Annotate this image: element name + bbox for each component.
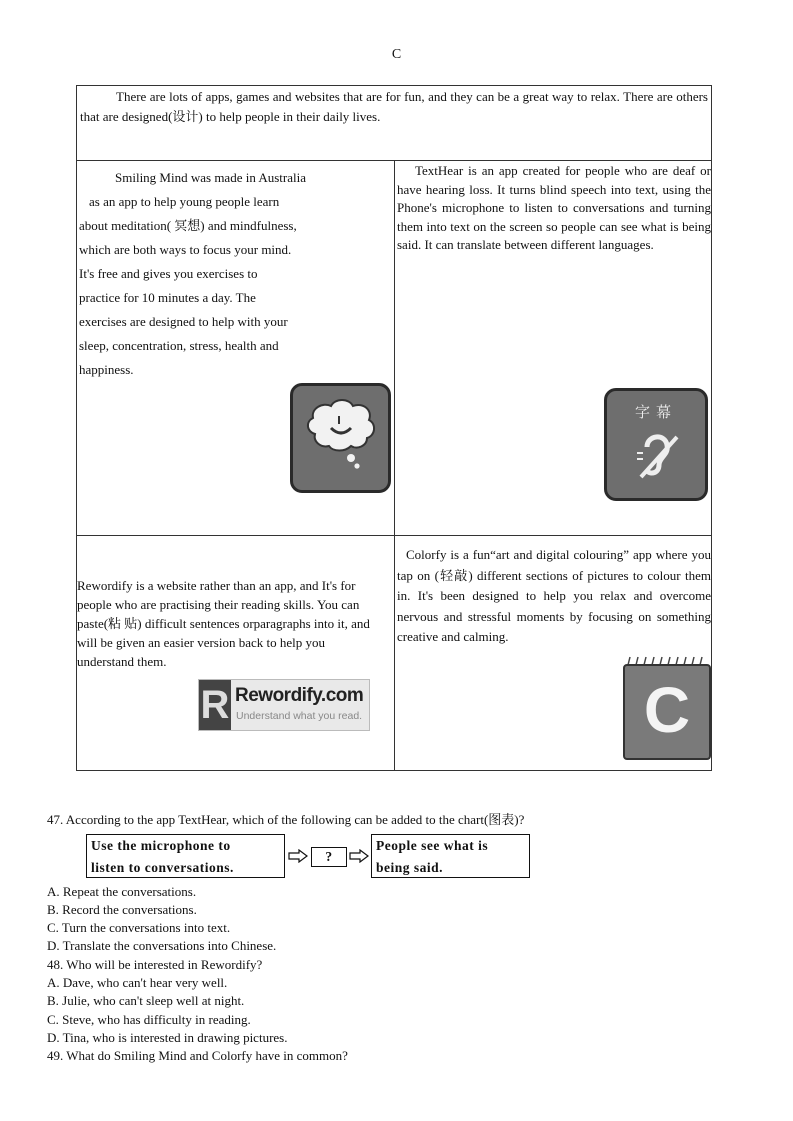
option-47-d: D. Translate the conversations into Chinese. <box>47 938 277 953</box>
section-letter: C <box>391 47 402 62</box>
rewordify-logo <box>198 679 370 731</box>
option-47-b: B. Record the conversations. <box>47 902 197 917</box>
colorfy-text: Colorfy is a fun“art and digital colouring” app where you tap on (轻敲) different sections of pictures to colour them in. It's been designed to help you relax and overcome nervous and stressful moments by focusing on something creative and calming. <box>397 547 711 644</box>
option-48-c: C. Steve, who has difficulty in reading. <box>47 1012 251 1027</box>
apps-table <box>76 85 712 771</box>
arrow-right-icon <box>288 849 308 863</box>
question-49: 49. What do Smiling Mind and Colorfy have in common? <box>47 1048 348 1063</box>
question-48: 48. Who will be interested in Rewordify? <box>47 957 263 972</box>
colorfy-logo-letter: C <box>643 674 691 746</box>
flow-box-middle: ? <box>311 847 347 867</box>
rewordify-logo-name: Rewordify.com <box>235 685 364 706</box>
brain-thought-icon <box>290 383 391 493</box>
option-48-a: A. Dave, who can't hear very well. <box>47 975 228 990</box>
option-47-a: A. Repeat the conversations. <box>47 884 197 899</box>
option-47-c: C. Turn the conversations into text. <box>47 920 231 935</box>
texthear-text: TextHear is an app created for people who are deaf or have hearing loss. It turns blind speech into text, using the Phone's microphone to listen to conversations and turning them into text on the screen so people can see what is being said. It can translate between different languages. <box>397 163 711 252</box>
smiling-mind-text: Smiling Mind was made in Australia as an app to help young people learn about meditation( 冥想) and mindfulness, which are both ways to focus your mind. It's free and gives you exercises to practice for 10 minutes a day. The exercises are designed to help with your sleep, concentration, stress, health and happiness. <box>79 170 307 377</box>
intro-text: There are lots of apps, games and websites that are for fun, and they can be a great way to relax. There are others that are designed(设计) to help people in their daily lives. <box>80 89 708 124</box>
flow-box-left: Use the microphone to listen to conversations. <box>86 834 285 878</box>
rewordify-logo-tagline: Understand what you read. <box>236 710 363 722</box>
table-column-divider <box>394 160 395 771</box>
option-48-b: B. Julie, who can't sleep well at night. <box>47 993 245 1008</box>
arrow-right-icon <box>349 849 369 863</box>
rewordify-logo-letter: R <box>199 680 231 730</box>
question-47: 47. According to the app TextHear, which of the following can be added to the chart(图表)? <box>47 812 525 827</box>
caption-label: 字幕 <box>635 404 678 421</box>
colorfy-logo <box>623 664 711 760</box>
hearing-icon <box>604 388 708 501</box>
option-48-d: D. Tina, who is interested in drawing pictures. <box>47 1030 288 1045</box>
rewordify-text: Rewordify is a website rather than an app, and It's for people who are practising their reading skills. You can paste(粘 贴) difficult sentences orparagraphs into it, and will be given an easier version back to help you understand them. <box>77 578 370 669</box>
flow-box-right: People see what is being said. <box>371 834 530 878</box>
